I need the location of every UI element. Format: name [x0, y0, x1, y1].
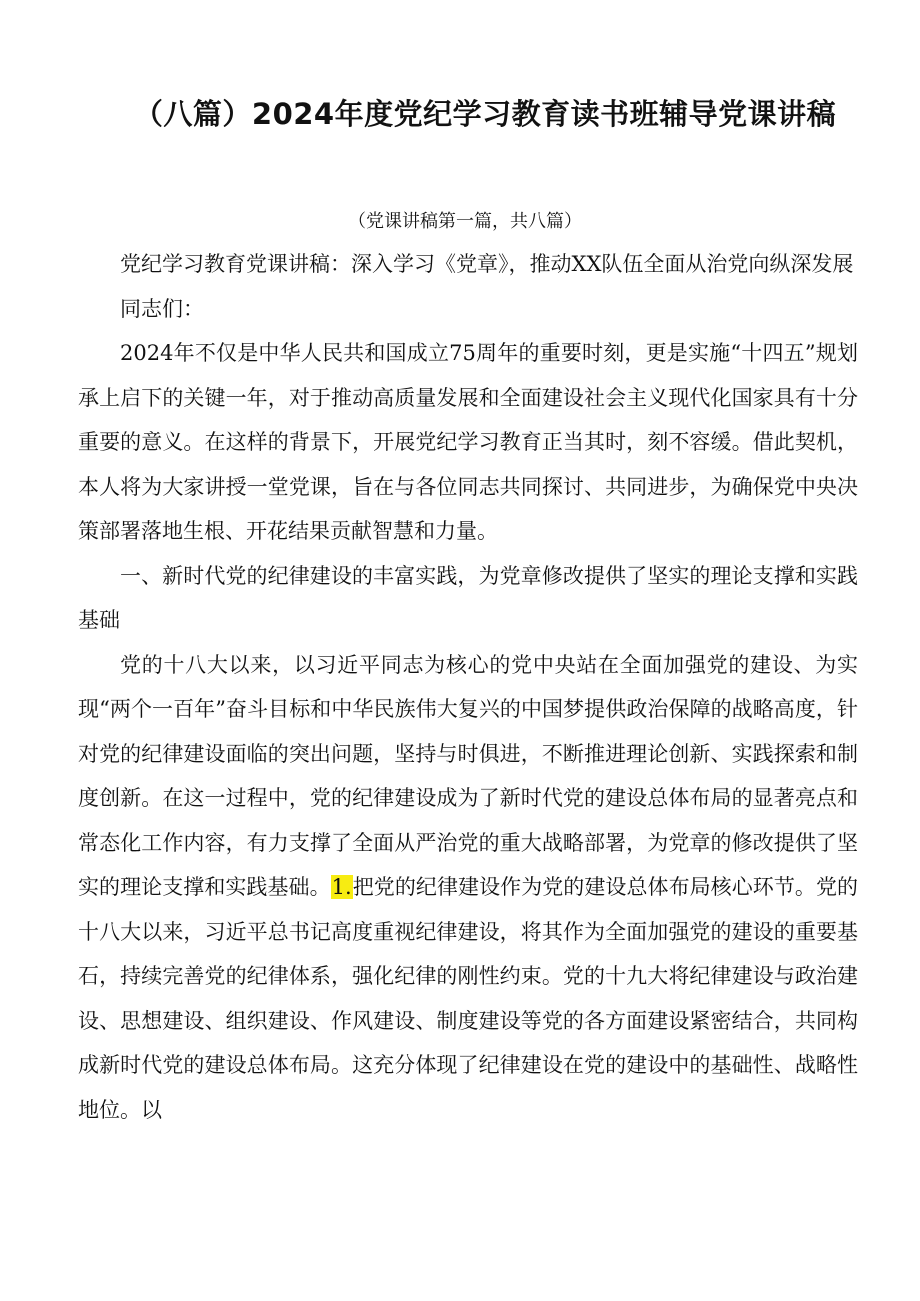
point-one-body-part1: 党的十八大以来，以习近平同志为核心的党中央站在全面加强党的建设、为实现“两个一百年”奋斗目标和中华民族伟大复兴的中国梦提供政治保障的战略高度，针对党的纪律建设面临的突出问题，坚持与时俱进，不断推进理论创新、实践探索和制度创新。在这一过程中，党的纪律建设成为了新时代党的建设总体布局的显著亮点和常态化工作内容，有力支撑了全面从严治党的重大战略部署，为党章的修改提供了坚实的理论支撑和实践基础。 [78, 652, 858, 899]
document-title: （八篇）2024年度党纪学习教育读书班辅导党课讲稿 [133, 97, 837, 131]
salutation: 同志们： [120, 296, 204, 321]
point-one-heading: 一、新时代党的纪律建设的丰富实践，为党章修改提供了坚实的理论支撑和实践基础 [78, 563, 858, 632]
highlighted-number: 1. [331, 875, 352, 899]
document-subtitle: （党课讲稿第一篇，共八篇） [348, 211, 582, 232]
section-heading: 党纪学习教育党课讲稿：深入学习《党章》，推动XX队伍全面从治党向纵深发展 [120, 252, 854, 276]
point-one-paragraph [78, 643, 858, 1133]
document-body [78, 242, 858, 1132]
point-one-body-part2: 把党的纪律建设作为党的建设总体布局核心环节。党的十八大以来，习近平总书记高度重视纪律建设，将其作为全面加强党的建设的重要基石，持续完善党的纪律体系，强化纪律的刚性约束。党的十九大将纪律建设与政治建设、思想建设、组织建设、作风建设、制度建设等党的各方面建设紧密结合，共同构成新时代党的建设总体布局。这充分体现了纪律建设在党的建设中的基础性、战略性地位。以 [78, 875, 859, 1122]
intro-paragraph: 2024年不仅是中华人民共和国成立75周年的重要时刻，更是实施“十四五”规划承上启下的关键一年，对于推动高质量发展和全面建设社会主义现代化国家具有十分重要的意义。在这样的背景下，开展党纪学习教育正当其时，刻不容缓。借此契机，本人将为大家讲授一堂党课，旨在与各位同志共同探讨、共同进步，为确保党中央决策部署落地生根、开花结果贡献智慧和力量。 [78, 341, 858, 543]
